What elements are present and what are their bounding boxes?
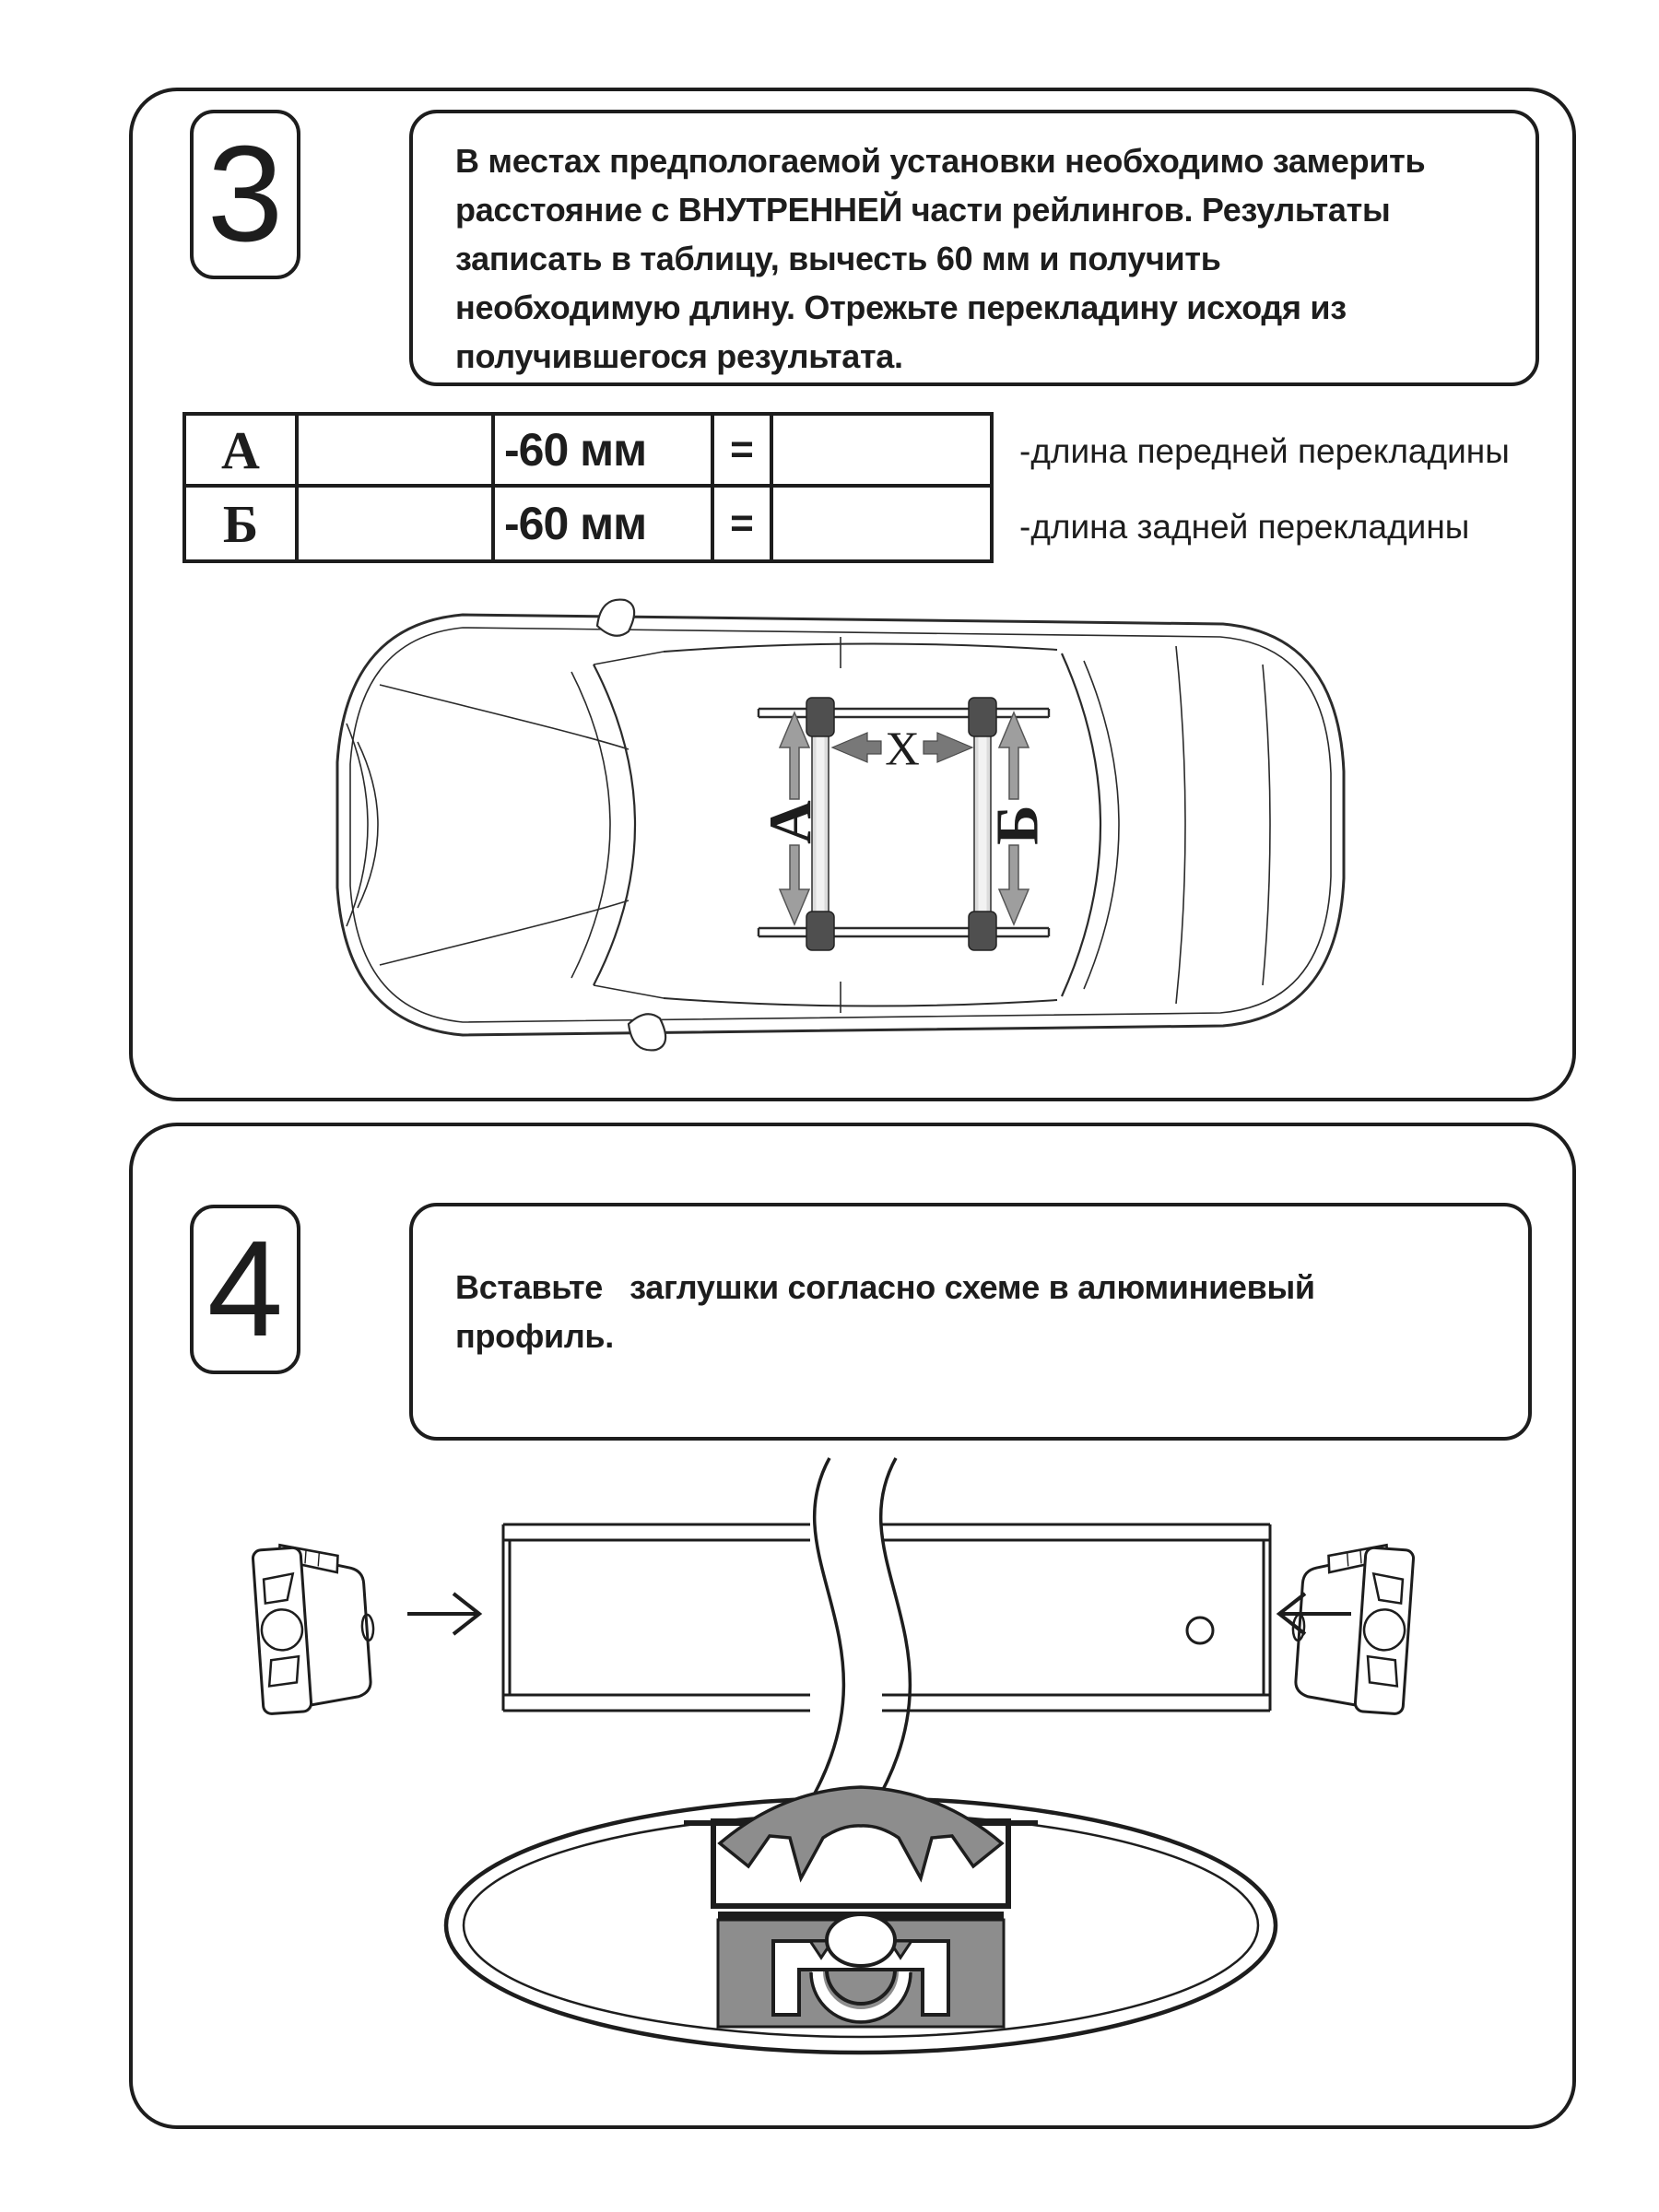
step3-instruction-text: В местах предпологаемой установки необходимо замерить расстояние с ВНУТРЕННЕЙ части рейлингов. Результаты записать в таблицу, вычесть 60 мм и получить необходимую длину. Отрежьте перекладину исходя из получившегося результата. xyxy=(455,142,1426,375)
table-cell-letter-a: А xyxy=(186,416,299,488)
step3-panel xyxy=(129,88,1576,1101)
profile-hole xyxy=(1187,1618,1213,1643)
step4-panel xyxy=(129,1123,1576,2129)
table-cell-equals-b: = xyxy=(714,488,773,559)
step3-number: 3 xyxy=(206,118,284,270)
profile-endcap-diagram xyxy=(160,1451,1506,1819)
front-crossbar-top-mount xyxy=(806,698,834,736)
table-cell-measured-b xyxy=(299,488,495,559)
step4-instruction-text: Вставьте заглушки согласно схеме в алюминиевый профиль. xyxy=(455,1268,1324,1355)
step4-instruction-box xyxy=(409,1203,1532,1441)
step3-instruction-box xyxy=(409,110,1539,386)
step3-number-box xyxy=(190,110,300,279)
front-bar-length-label: -длина передней перекладины xyxy=(1019,432,1510,470)
side-mirror-bottom xyxy=(629,1014,665,1050)
table-cell-result-a xyxy=(773,416,990,488)
front-crossbar-bottom-mount xyxy=(806,912,834,950)
bolt-head-circle xyxy=(827,1914,895,1966)
measurement-table xyxy=(182,412,994,563)
break-curve-left xyxy=(807,1458,843,1806)
rear-bar-letter: Б xyxy=(983,805,1052,845)
table-cell-measured-a xyxy=(299,416,495,488)
step4-number: 4 xyxy=(206,1213,284,1365)
aluminium-profile xyxy=(503,1524,1270,1711)
table-cell-subtract-a: -60 мм xyxy=(495,416,714,488)
rear-crossbar-bottom-mount xyxy=(969,912,996,950)
side-mirror-top xyxy=(597,600,634,636)
insert-arrow-left xyxy=(407,1594,479,1634)
crossbar-cross-section xyxy=(423,1783,1308,2114)
car-body-outline xyxy=(337,615,1344,1035)
left-end-cap xyxy=(253,1539,379,1714)
front-bar-letter: А xyxy=(757,800,825,844)
table-cell-equals-a: = xyxy=(714,416,773,488)
table-cell-result-b xyxy=(773,488,990,559)
distance-x-letter: X xyxy=(885,723,920,776)
table-cell-subtract-b: -60 мм xyxy=(495,488,714,559)
car-top-view-diagram xyxy=(324,594,1357,1055)
step4-number-box xyxy=(190,1205,300,1374)
rear-crossbar-top-mount xyxy=(969,698,996,736)
break-curve-right xyxy=(874,1458,910,1806)
right-end-cap xyxy=(1288,1539,1414,1714)
rear-bar-length-label: -длина задней перекладины xyxy=(1019,508,1470,546)
table-cell-letter-b: Б xyxy=(186,488,299,559)
